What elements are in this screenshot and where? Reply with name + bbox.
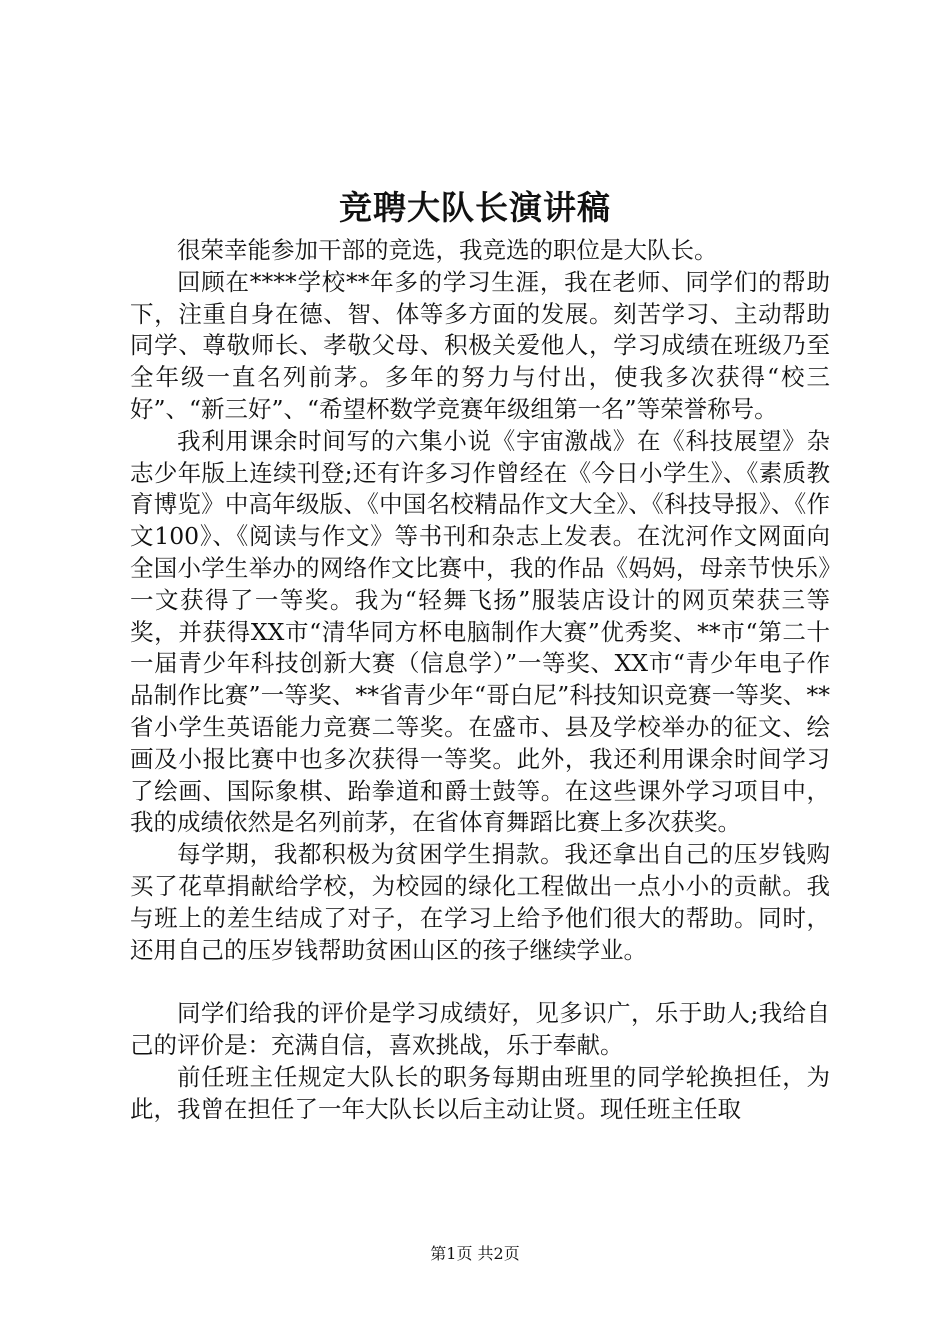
paragraph-achievements: 我利用课余时间写的六集小说《宇宙激战》在《科技展望》杂志少年版上连续刊登;还有许多习作曾经在《今日小学生》、《素质教育博览》中高年级版、《中国名校精品作文大全》、《科技导报》、《作文100》、《阅读与作文》等书刊和杂志上发表。在沈河作文网面向全国小学生举办的网络作文比赛中，我的作品《妈妈，母亲节快乐》一文获得了一等奖。我为“轻舞飞扬”服装店设计的网页荣获三等奖，并获得XX市“清华同方杯电脑制作大赛”优秀奖、**市“第二十一届青少年科技创新大赛（信息学）”一等奖、XX市“青少年电子作品制作比赛”一等奖、**省青少年“哥白尼”科技知识竞赛一等奖、**省小学生英语能力竞赛二等奖。在盛市、县及学校举办的征文、绘画及小报比赛中也多次获得一等奖。此外，我还利用课余时间学习了绘画、国际象棋、跆拳道和爵士鼓等。在这些课外学习项目中，我的成绩依然是名列前茅，在省体育舞蹈比赛上多次获奖。 (130, 426, 830, 837)
paragraph-study: 回顾在****学校**年多的学习生涯，我在老师、同学们的帮助下，注重自身在德、智、体等多方面的发展。刻苦学习、主动帮助同学、尊敬师长、孝敬父母、积极关爱他人，学习成绩在班级乃至全年级一直名列前茅。多年的努力与付出，使我多次获得“校三好”、“新三好”、“希望杯数学竞赛年级组第一名”等荣誉称号。 (130, 267, 830, 423)
paragraph-previous-role: 前任班主任规定大队长的职务每期由班里的同学轮换担任，为此，我曾在担任了一年大队长以后主动让贤。现任班主任取 (130, 1062, 830, 1123)
document-title: 竞聘大队长演讲稿 (339, 188, 611, 227)
paragraph-evaluation: 同学们给我的评价是学习成绩好，见多识广，乐于助人;我给自己的评价是：充满自信，喜欢挑战，乐于奉献。 (130, 999, 830, 1059)
paragraph-charity: 每学期，我都积极为贫困学生捐款。我还拿出自己的压岁钱购买了花草捐献给学校，为校园的绿化工程做出一点小小的贡献。我与班上的差生结成了对子，在学习上给予他们很大的帮助。同时，还用自己的压岁钱帮助贫困山区的孩子继续学业。 (130, 840, 830, 964)
document-body (130, 235, 830, 1125)
paragraph-intro: 很荣幸能参加干部的竞选，我竞选的职位是大队长。 (177, 236, 718, 264)
page-number-footer: 第1页 共2页 (430, 1244, 520, 1263)
